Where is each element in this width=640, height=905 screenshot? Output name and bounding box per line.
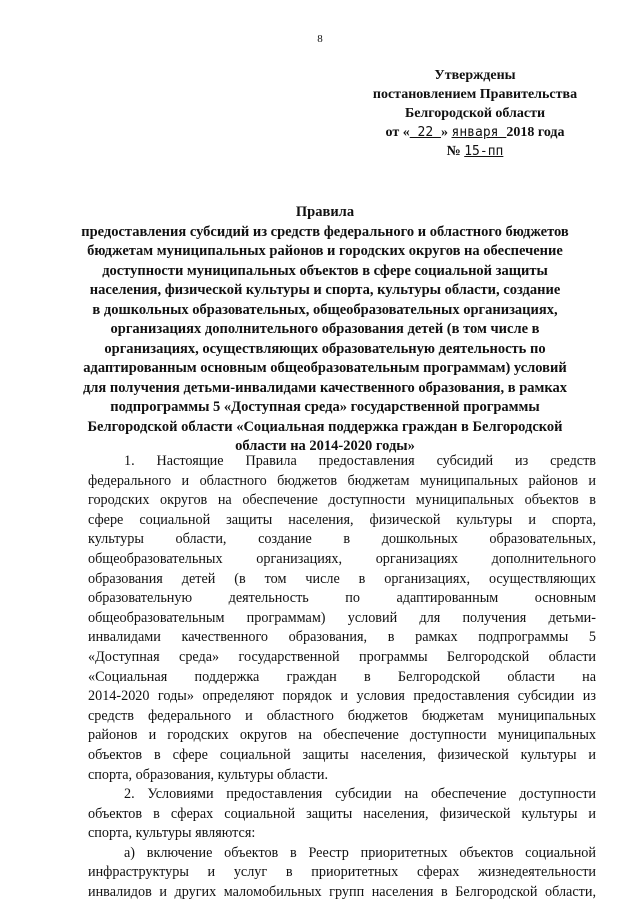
body-line: «Доступная среда» государственной программы Белгородской области	[88, 648, 596, 665]
body-line: сфере социальной защиты населения, физической культуры и спорта,	[88, 511, 596, 528]
body-line: средств федерального и областного бюджетов бюджетам муниципальных	[88, 707, 596, 724]
date-mid: »	[441, 125, 452, 140]
title-heading: Правила	[295, 204, 355, 220]
approval-date	[340, 123, 610, 142]
page-number: 8	[317, 33, 323, 45]
body-line: инвалидами качественного образования, в рамках подпрограммы 5	[88, 629, 596, 646]
number-value: 15-пп	[464, 144, 504, 159]
approval-number	[340, 142, 610, 161]
approval-line-3: Белгородской области	[404, 106, 546, 121]
document-title	[70, 203, 580, 457]
approval-block	[340, 66, 610, 161]
body-line: районов и городских округов на обеспечение доступности муниципальных	[88, 727, 596, 744]
body-line: федерального и областного бюджетов бюджетам муниципальных районов и	[88, 472, 596, 489]
document-body	[88, 452, 596, 903]
title-line: организациях дополнительного образования детей (в том числе в	[110, 321, 540, 337]
number-prefix: №	[446, 144, 465, 159]
body-line: инвалидов и других маломобильных групп населения в Белгородской области,	[88, 884, 596, 901]
body-line: общеобразовательным программам) условий для получения детьми-	[88, 609, 596, 626]
body-line: объектов в сферах социальной защиты населения, физической культуры и	[88, 805, 596, 822]
date-prefix: от «	[385, 125, 410, 140]
title-line: организациях, осуществляющих образовательную деятельность по	[104, 340, 546, 357]
body-line: объектов в сфере социальной защиты населения, физической культуры и	[88, 746, 596, 763]
date-day: 22	[409, 125, 442, 140]
body-line: а) включение объектов в Реестр приоритетных объектов социальной	[124, 844, 596, 861]
body-line: городских округов на обеспечение доступности муниципальных объектов в	[88, 492, 596, 509]
body-line: образовательную деятельность по адаптированным основным	[88, 590, 596, 607]
date-month: января	[451, 125, 507, 140]
title-line: предоставления субсидий из средств федерального и областного бюджетов	[81, 223, 569, 240]
date-year: 2018 года	[506, 125, 565, 140]
body-line: «Социальная поддержка граждан в Белгородской области на	[88, 668, 596, 685]
title-line: в дошкольных образовательных, общеобразовательных организациях,	[92, 301, 558, 318]
body-line: образования детей (в том числе в организациях, осуществляющих	[88, 570, 596, 587]
title-line: населения, физической культуры и спорта, культуры области, создание	[89, 282, 561, 298]
body-line: 2. Условиями предоставления субсидии на обеспечение доступности	[124, 786, 596, 803]
title-line: доступности муниципальных объектов в сфере социальной защиты	[102, 262, 548, 279]
body-line: 2014-2020 годы» определяют порядок и условия предоставления субсидии из	[88, 688, 596, 705]
paragraph-1	[88, 452, 596, 785]
title-line: бюджетам муниципальных районов и городских округов на обеспечение	[87, 243, 563, 259]
title-line: Белгородской области «Социальная поддержка граждан в Белгородской	[87, 418, 563, 435]
body-line: культуры области, создание в дошкольных образовательных,	[88, 531, 596, 548]
paragraph-3	[88, 844, 596, 903]
body-line: инфраструктуры и услуг в приоритетных сферах жизнедеятельности	[88, 864, 596, 881]
body-line: спорта, культуры являются:	[88, 825, 256, 842]
approval-line-2: постановлением Правительства	[372, 87, 578, 102]
title-line: для получения детьми-инвалидами качественного образования, в рамках	[82, 379, 568, 396]
body-line: 1. Настоящие Правила предоставления субсидий из средств	[124, 453, 596, 469]
body-line: спорта, образования, культуры области.	[88, 766, 329, 783]
paragraph-2	[88, 785, 596, 844]
approval-line-1: Утверждены	[434, 68, 516, 83]
title-line: адаптированным основным общеобразовательным программам) условий	[83, 360, 567, 376]
title-line: подпрограммы 5 «Доступная среда» государственной программы	[110, 399, 540, 415]
title-line: области на 2014-2020 годы»	[235, 438, 415, 454]
body-line: общеобразовательных организациях, организациях дополнительного	[88, 550, 596, 567]
